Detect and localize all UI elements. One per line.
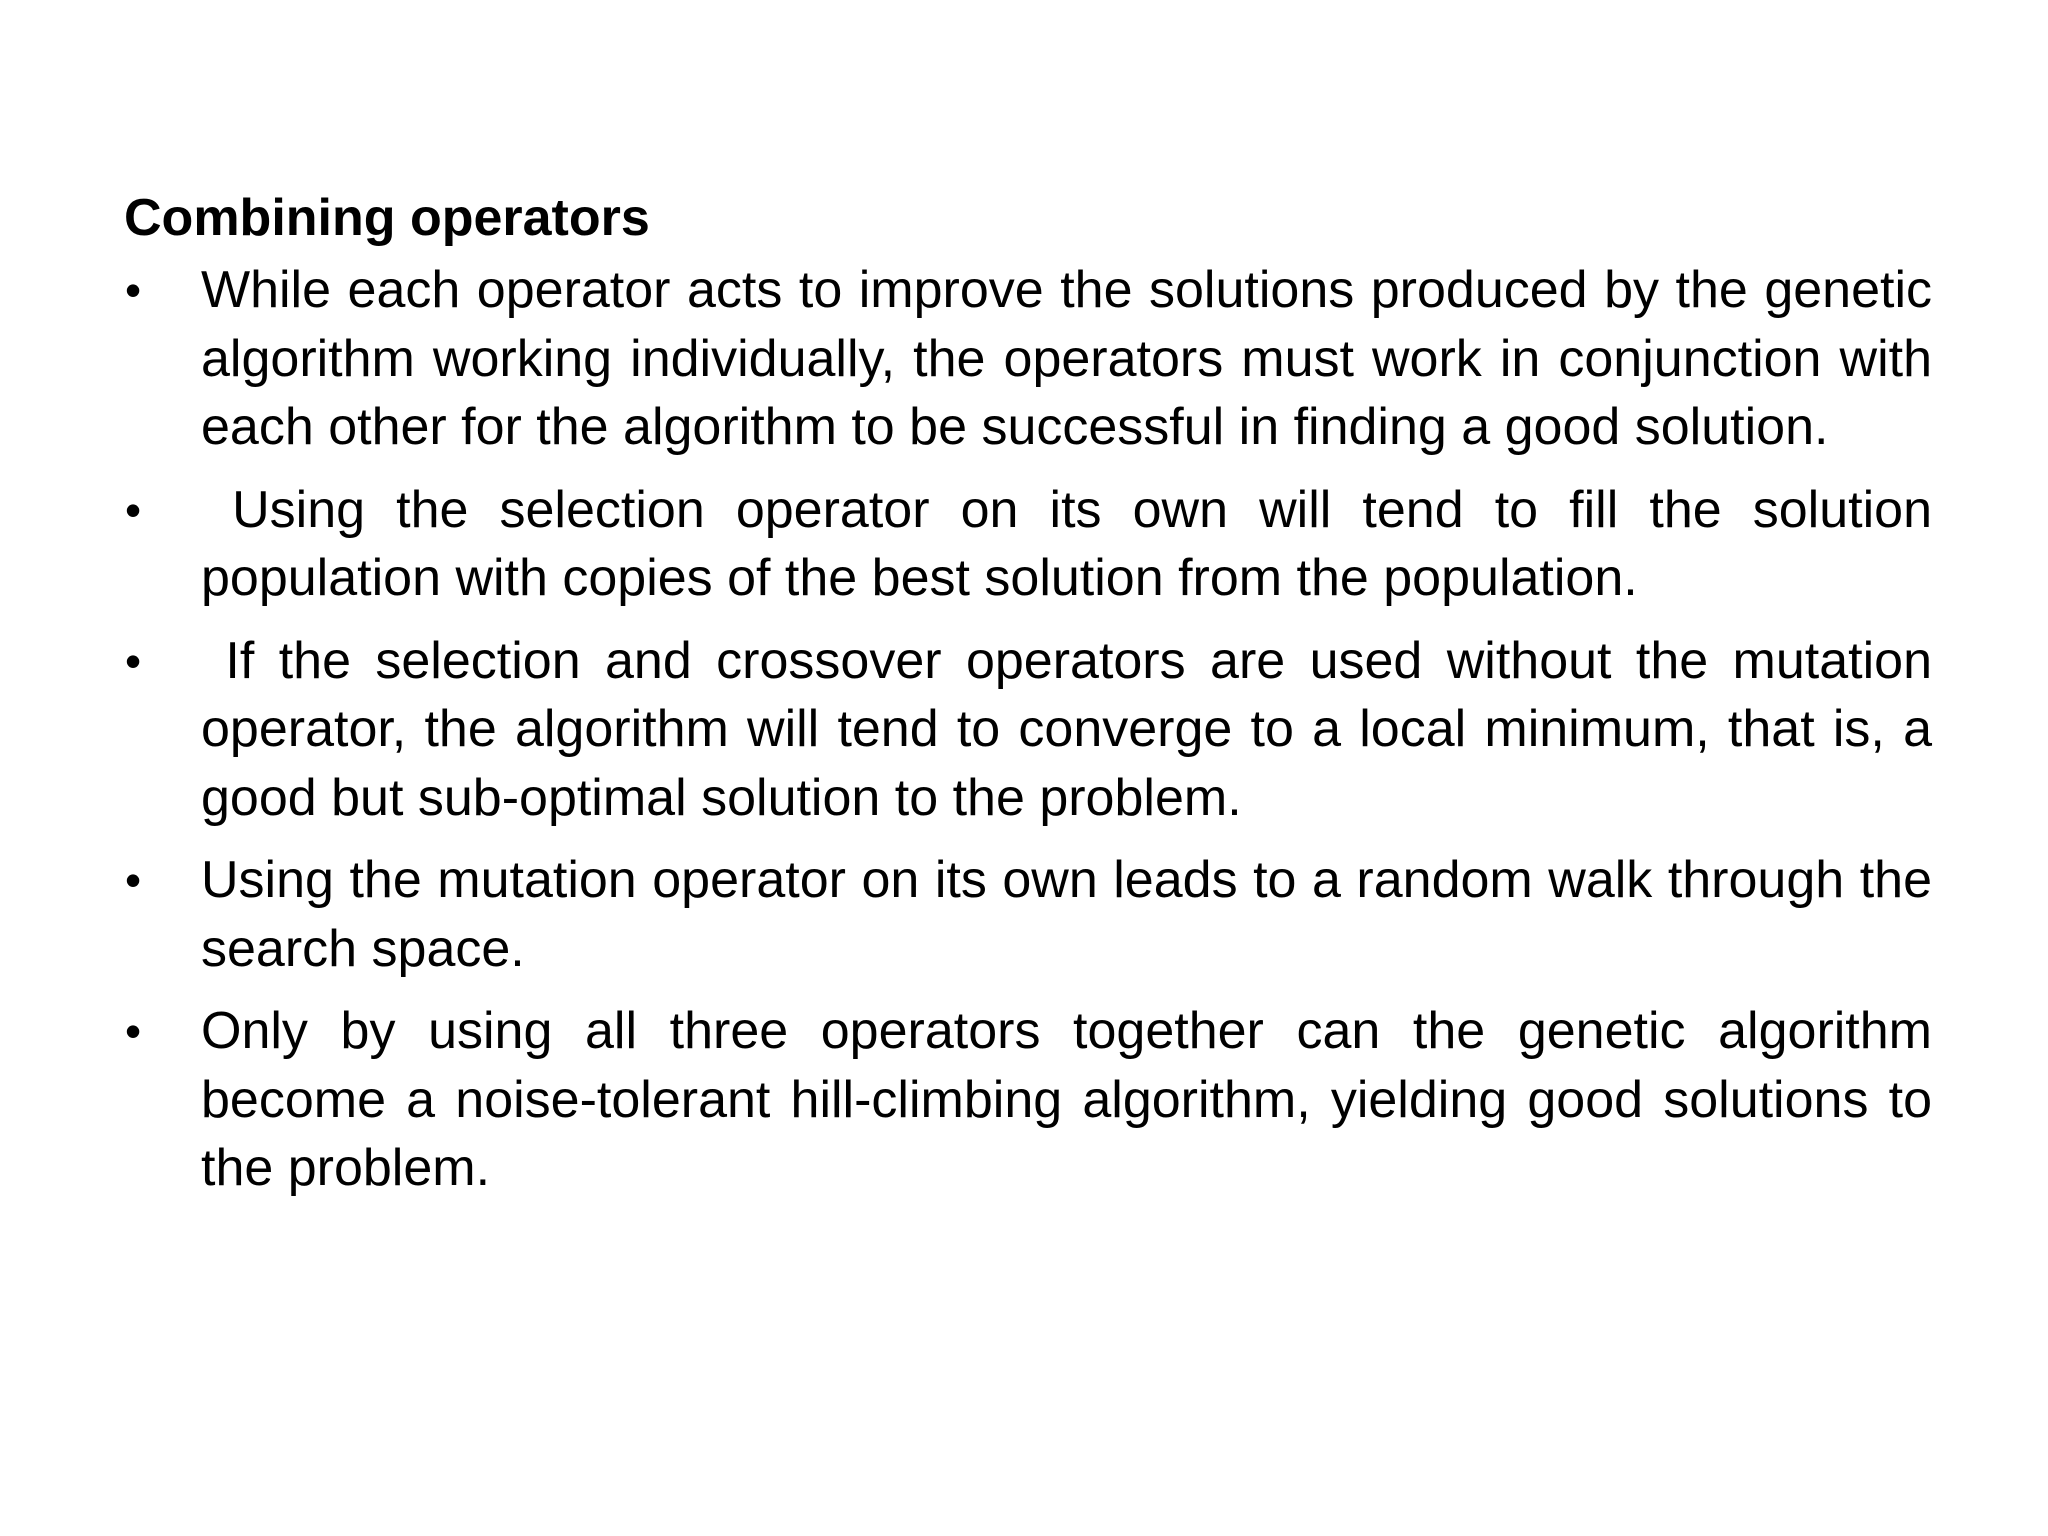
bullet-text: Only by using all three operators together can the genetic algorithm become a noise-tolerant hill-climbing algorithm, yielding good solutions to the problem. [201, 1002, 1932, 1197]
bullet-text: If the selection and crossover operators are used without the mutation operator, the algorithm will tend to converge to a local minimum, that is, a good but sub-optimal solution to the problem. [201, 631, 1947, 827]
bullet-item [124, 476, 1947, 613]
bullet-item [124, 846, 1932, 983]
bullet-list [124, 256, 1947, 1203]
bullet-text: Using the selection operator on its own will tend to fill the solution population with copies of the best solution from the population. [201, 480, 1947, 607]
bullet-text: Using the mutation operator on its own leads to a random walk through the search space. [201, 851, 1932, 978]
bullet-icon: • [125, 1005, 142, 1057]
bullet-text: While each operator acts to improve the solutions produced by the genetic algorithm working individually, the operators must work in conjunction with each other for the algorithm to be successful in finding a good solution. [201, 261, 1932, 456]
bullet-icon: • [125, 854, 142, 906]
bullet-icon: • [125, 264, 142, 316]
bullet-item [124, 256, 1932, 462]
bullet-icon: • [125, 483, 142, 536]
slide-heading: Combining operators [124, 189, 650, 247]
bullet-item [124, 997, 1932, 1203]
bullet-item [124, 627, 1947, 833]
slide-content [124, 186, 1947, 1217]
bullet-icon: • [125, 634, 142, 687]
